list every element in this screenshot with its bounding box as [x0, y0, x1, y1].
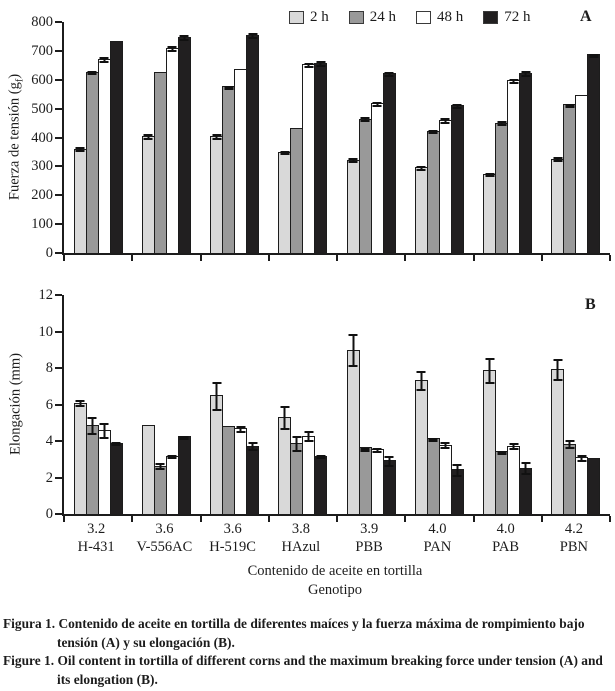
y-axis-label-force-close: ) — [6, 73, 23, 79]
error-bar — [88, 71, 97, 75]
bar-72h-PAB — [519, 73, 532, 253]
y-tick-mark — [55, 194, 62, 196]
error-bar — [429, 438, 438, 442]
y-tick-label: 6 — [45, 396, 53, 413]
genotype-label: PAB — [492, 539, 520, 555]
y-tick-mark — [55, 21, 62, 23]
error-bar — [88, 417, 97, 435]
x-category-H-431 — [62, 520, 130, 556]
error-bar — [453, 464, 462, 477]
genotype-label: H-431 — [77, 539, 115, 555]
x-axis-title-line1: Contenido de aceite en tortilla — [247, 563, 423, 579]
bar-group-H-519C — [201, 22, 269, 253]
bar-72h-V-556AC — [178, 37, 191, 253]
x-category-PAB — [472, 520, 540, 556]
error-bar — [385, 72, 394, 77]
x-tick-mark — [63, 255, 65, 261]
error-bar — [280, 151, 289, 156]
y-tick-label: 200 — [31, 187, 53, 204]
y-tick-mark — [55, 223, 62, 225]
y-tick-mark — [55, 404, 62, 406]
x-axis-title — [62, 562, 608, 600]
y-tick-label: 800 — [31, 14, 53, 30]
x-tick-mark — [609, 255, 611, 261]
error-bar — [100, 57, 109, 63]
bar-72h-PAN — [451, 469, 464, 514]
bar-72h-PBB — [383, 73, 396, 253]
bar-group-PAN — [405, 22, 473, 253]
error-bar — [509, 79, 518, 84]
y-tick-label: 10 — [38, 323, 53, 340]
error-bar — [553, 157, 562, 162]
error-bar — [577, 455, 586, 462]
genotype-label: V-556AC — [136, 539, 193, 555]
y-tick-mark — [55, 50, 62, 52]
error-bar — [441, 118, 450, 124]
oil-content-label: 3.6 — [155, 521, 174, 537]
bar-72h-HAzul — [314, 456, 327, 514]
error-bar — [497, 121, 506, 126]
figure-captions — [3, 615, 609, 689]
y-tick-mark — [55, 79, 62, 81]
error-bar — [292, 436, 301, 452]
error-bar — [361, 117, 370, 122]
oil-content-label: 3.2 — [87, 521, 106, 537]
error-bar — [509, 443, 518, 450]
y-axis-label-force — [7, 74, 26, 200]
x-tick-mark — [131, 255, 133, 261]
error-bar — [248, 33, 257, 40]
error-bar — [349, 158, 358, 163]
bar-72h-V-556AC — [178, 436, 191, 514]
y-axis-label-force-text: Fuerza de tensión (g — [6, 82, 23, 201]
bar-group-PBB — [337, 295, 405, 514]
x-axis-category-labels — [62, 520, 608, 560]
y-tick-mark — [55, 367, 62, 369]
bar-72h-PBN — [587, 54, 600, 253]
y-tick-label: 600 — [31, 71, 53, 88]
bar-group-PAB — [474, 22, 542, 253]
genotype-label: PAN — [423, 539, 452, 555]
bar-group-H-431 — [64, 22, 132, 253]
y-tick-label: 300 — [31, 158, 53, 175]
panel-label-b: B — [585, 296, 596, 313]
error-bar — [565, 104, 574, 108]
bar-72h-PAN — [451, 105, 464, 253]
error-bar — [316, 61, 325, 67]
y-tick-label: 2 — [45, 469, 53, 486]
legend-label-72h: 72 h — [504, 9, 531, 25]
error-bar — [144, 134, 153, 140]
x-tick-mark — [473, 255, 475, 261]
error-bar — [168, 46, 177, 53]
bar-72h-H-431 — [110, 41, 123, 253]
y-tick-label: 400 — [31, 129, 53, 146]
error-bar — [304, 431, 313, 442]
caption-english-label: Figure 1. — [3, 653, 55, 668]
x-tick-mark — [541, 255, 543, 261]
error-bar — [304, 63, 313, 68]
error-bar — [76, 147, 85, 152]
error-bar — [417, 166, 426, 171]
bar-72h-H-519C — [246, 35, 259, 253]
error-bar — [236, 426, 245, 433]
oil-content-label: 4.0 — [496, 521, 515, 537]
y-tick-mark — [55, 108, 62, 110]
genotype-label: HAzul — [281, 539, 321, 555]
y-tick-label: 0 — [45, 245, 53, 261]
x-tick-mark — [404, 255, 406, 261]
error-bar — [112, 442, 121, 446]
error-bar — [417, 371, 426, 391]
y-tick-label: 12 — [38, 287, 53, 303]
bar-group-PBB — [337, 22, 405, 253]
oil-content-label: 3.6 — [223, 521, 242, 537]
error-bar — [212, 134, 221, 140]
error-bar — [349, 334, 358, 367]
error-bar — [373, 102, 382, 107]
bar-group-HAzul — [269, 295, 337, 514]
error-bar — [280, 406, 289, 430]
y-tick-label: 4 — [45, 433, 53, 450]
y-tick-label: 8 — [45, 360, 53, 377]
bar-group-PBN — [542, 22, 610, 253]
genotype-label: PBB — [355, 539, 383, 555]
bar-group-H-519C — [201, 295, 269, 514]
error-bar — [373, 448, 382, 454]
x-tick-mark — [200, 255, 202, 261]
y-tick-mark — [55, 477, 62, 479]
x-category-PBB — [335, 520, 403, 556]
caption-english — [3, 652, 609, 689]
genotype-label: PBN — [559, 539, 588, 555]
error-bar — [385, 456, 394, 467]
error-bar — [156, 463, 165, 470]
caption-spanish-label: Figura 1. — [3, 616, 56, 631]
genotype-label: H-519C — [209, 539, 256, 555]
error-bar — [521, 71, 530, 77]
oil-content-label: 4.2 — [564, 521, 583, 537]
x-axis-title-line2: Genotipo — [308, 582, 362, 598]
bar-group-PAN — [405, 295, 473, 514]
x-tick-mark — [268, 255, 270, 261]
caption-spanish-text: Contenido de aceite en tortilla de diferentes maíces y la fuerza máxima de rompimiento bajo tensión (A) y su elongación (B). — [57, 616, 585, 650]
caption-spanish — [3, 615, 609, 652]
bar-group-H-431 — [64, 295, 132, 514]
oil-content-label: 3.9 — [360, 521, 379, 537]
error-bar — [168, 455, 177, 459]
bar-72h-H-431 — [110, 443, 123, 514]
x-tick-mark — [609, 516, 611, 522]
error-bar — [565, 440, 574, 449]
error-bar — [361, 448, 370, 452]
error-bar — [521, 462, 530, 475]
error-bar — [180, 436, 189, 440]
bar-group-HAzul — [269, 22, 337, 253]
bar-72h-PAB — [519, 468, 532, 515]
error-bar — [429, 130, 438, 134]
legend-label-24h: 24 h — [369, 9, 396, 25]
error-bar — [485, 173, 494, 177]
y-axis-label-force-subscript: f — [14, 78, 26, 83]
error-bar — [553, 359, 562, 381]
oil-content-label: 3.8 — [291, 521, 310, 537]
error-bar — [76, 400, 85, 407]
x-category-PAN — [403, 520, 471, 556]
x-category-H-519C — [199, 520, 267, 556]
error-bar — [485, 358, 494, 384]
error-bar — [497, 451, 506, 455]
bar-72h-PBN — [587, 458, 600, 514]
y-tick-mark — [55, 513, 62, 515]
y-tick-mark — [55, 331, 62, 333]
y-axis-label-elongation: Elongación (mm) — [7, 353, 24, 455]
x-category-V-556AC — [130, 520, 198, 556]
caption-english-text: Oil content in tortilla of different corns and the maximum breaking force under tension (A) and its elongation (B). — [57, 653, 603, 687]
y-tick-mark — [55, 137, 62, 139]
error-bar — [589, 54, 598, 58]
error-bar — [100, 423, 109, 439]
y-tick-mark — [55, 294, 62, 296]
error-bar — [248, 442, 257, 451]
y-tick-mark — [55, 440, 62, 442]
bar-group-PAB — [474, 295, 542, 514]
chart-b-plot-area — [38, 287, 610, 522]
error-bar — [224, 86, 233, 90]
y-tick-label: 500 — [31, 100, 53, 117]
y-tick-label: 100 — [31, 216, 53, 233]
x-category-HAzul — [267, 520, 335, 556]
error-bar — [441, 442, 450, 449]
error-bar — [212, 382, 221, 411]
legend-label-2h: 2 h — [310, 9, 329, 25]
y-tick-label: 0 — [45, 506, 53, 522]
x-tick-mark — [336, 255, 338, 261]
oil-content-label: 4.0 — [428, 521, 447, 537]
y-tick-mark — [55, 165, 62, 167]
legend-label-48h: 48 h — [437, 9, 464, 25]
bar-72h-HAzul — [314, 63, 327, 253]
bar-72h-H-519C — [246, 446, 259, 514]
bar-group-PBN — [542, 295, 610, 514]
y-tick-label: 700 — [31, 42, 53, 59]
bar-group-V-556AC — [132, 295, 200, 514]
error-bar — [180, 35, 189, 42]
panel-label-a: A — [580, 8, 592, 25]
x-category-PBN — [540, 520, 608, 556]
bar-group-V-556AC — [132, 22, 200, 253]
y-tick-mark — [55, 252, 62, 254]
bar-72h-PBB — [383, 460, 396, 514]
error-bar — [316, 455, 325, 459]
error-bar — [453, 104, 462, 109]
